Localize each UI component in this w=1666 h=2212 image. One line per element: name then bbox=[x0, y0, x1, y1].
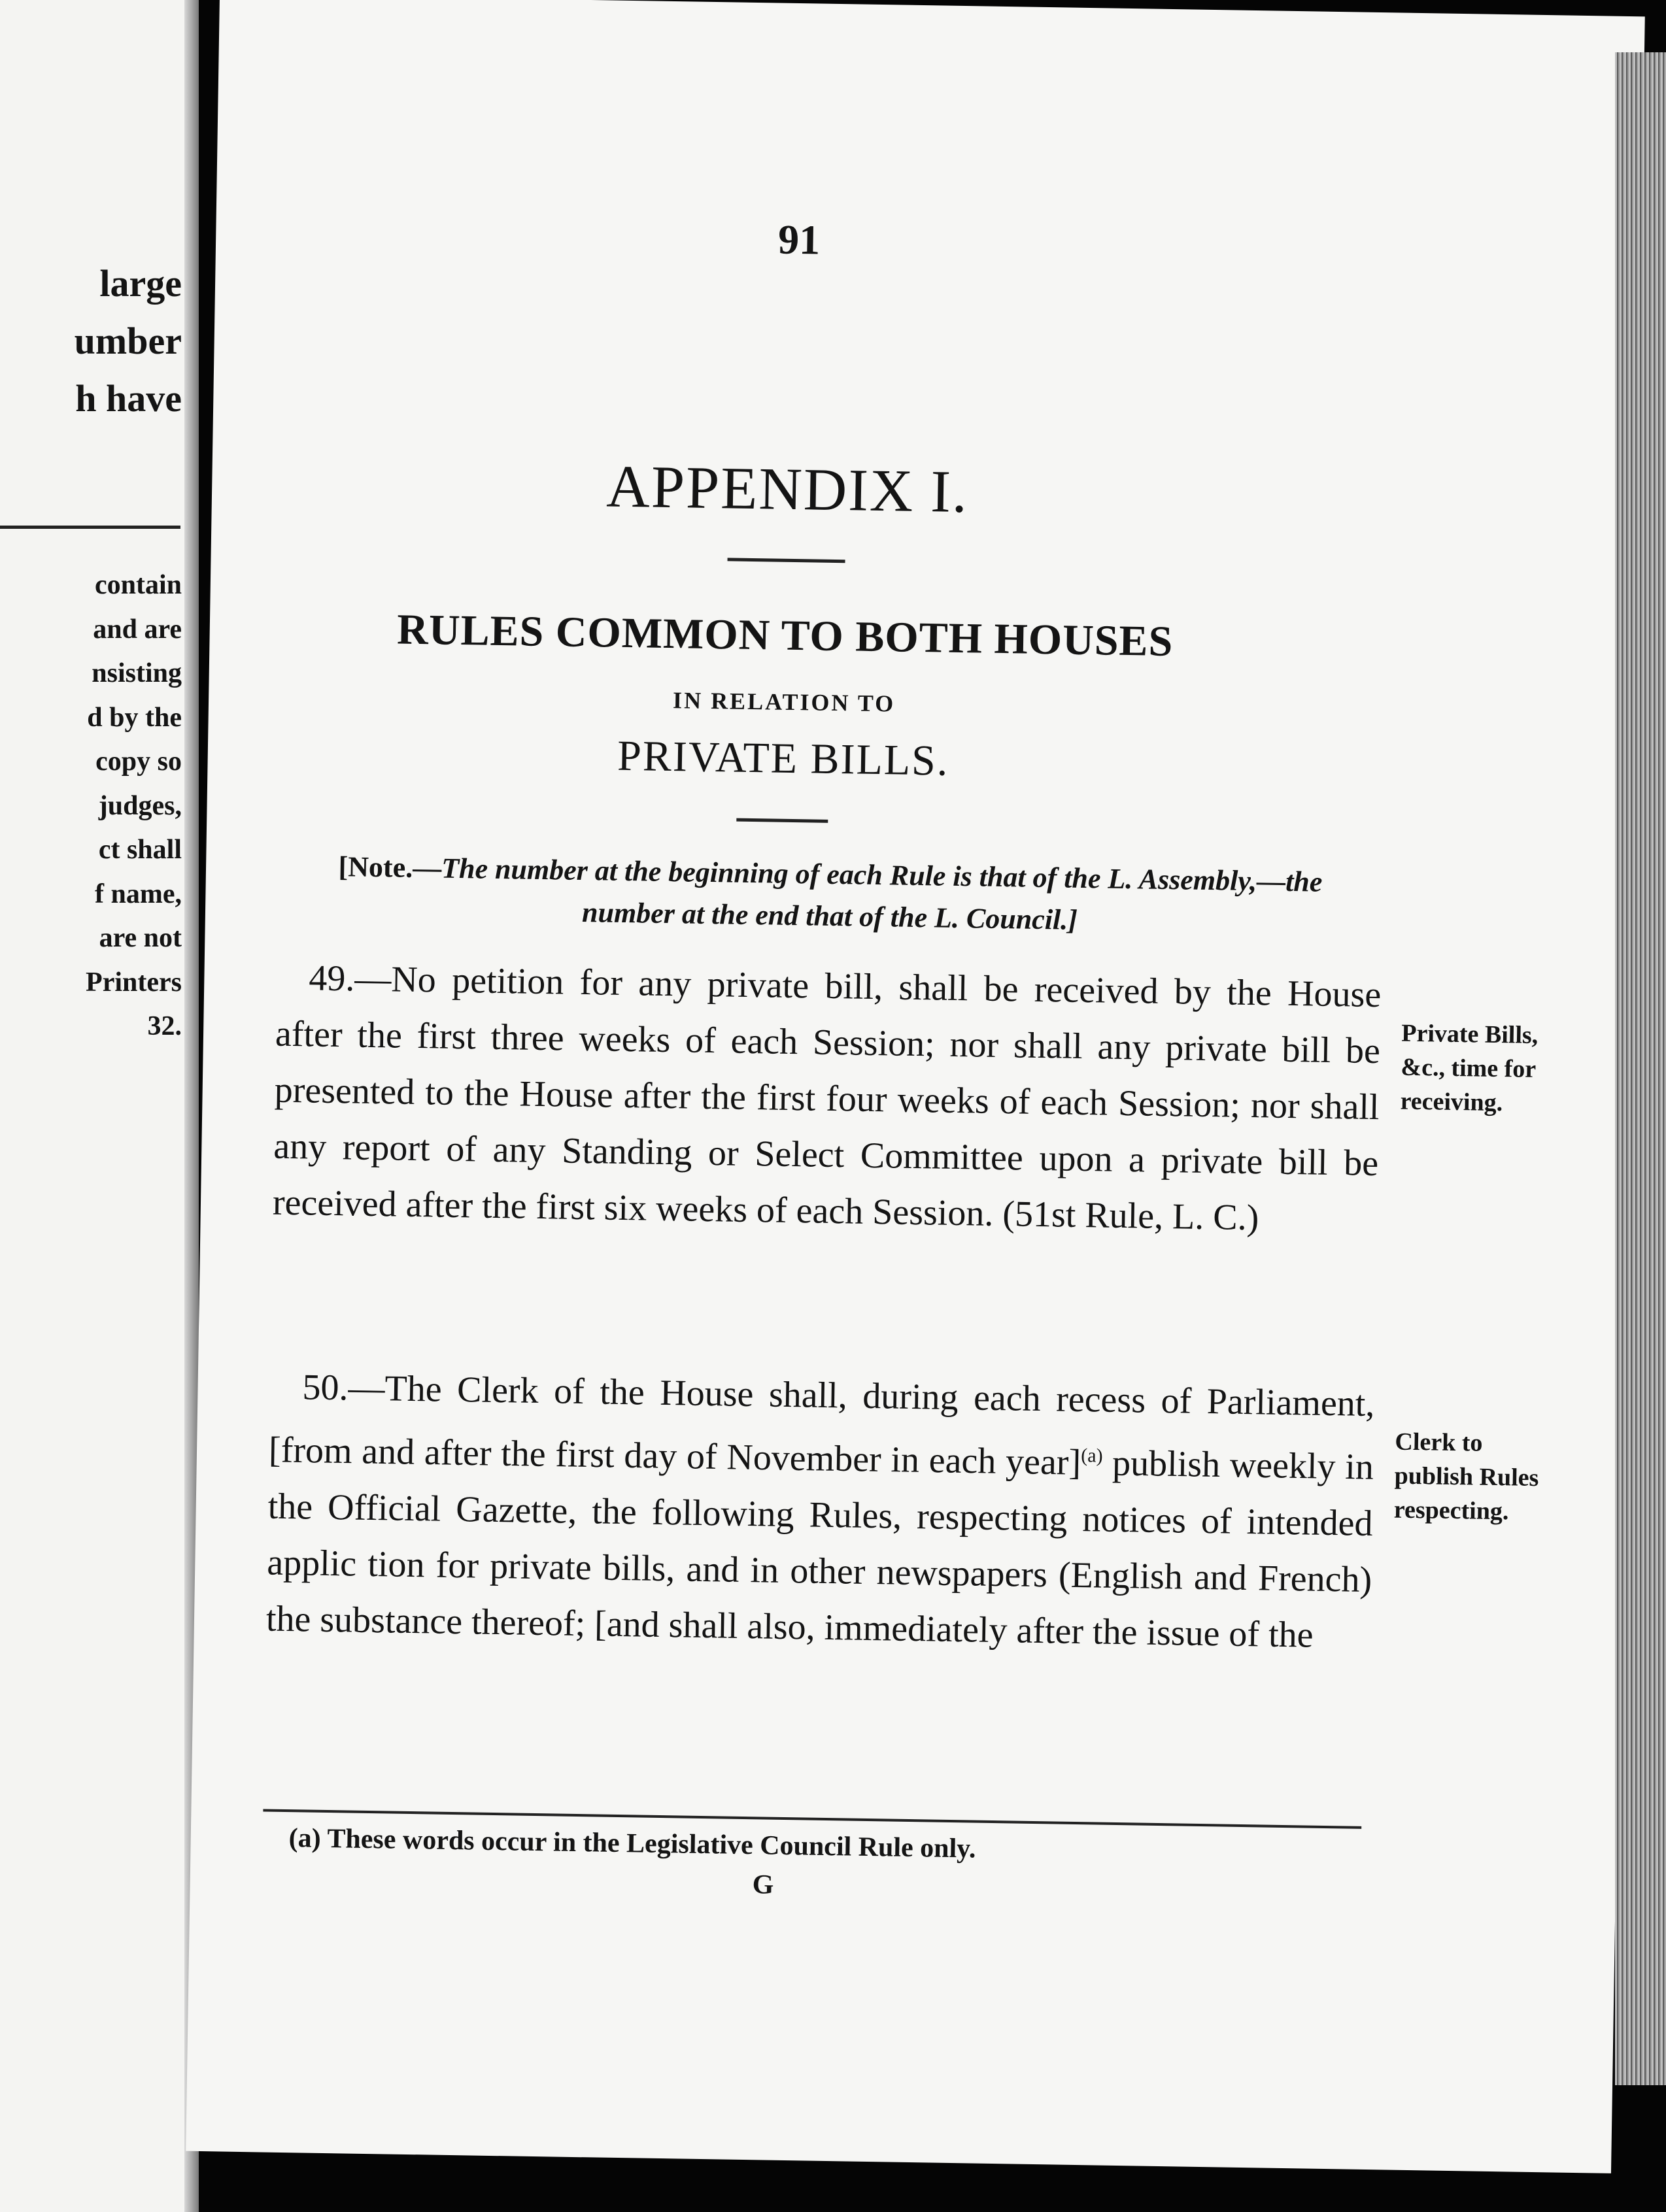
rule-number: 49.— bbox=[308, 958, 392, 1000]
left-line: judges, bbox=[98, 790, 182, 821]
left-line: d by the bbox=[87, 702, 182, 733]
note-label: [Note.— bbox=[338, 850, 442, 884]
rule-50-paragraph bbox=[265, 1359, 1375, 1664]
left-line: copy so bbox=[95, 746, 182, 777]
signature-mark: G bbox=[752, 1869, 774, 1900]
left-line: umber bbox=[74, 320, 182, 362]
left-line: f name, bbox=[95, 879, 182, 909]
left-line: are not bbox=[99, 923, 182, 953]
footnote-reference: (a) bbox=[1081, 1445, 1103, 1467]
section-subtitle-private-bills: PRIVATE BILLS. bbox=[617, 731, 949, 785]
section-subtitle: IN RELATION TO bbox=[672, 687, 896, 717]
section-title: RULES COMMON TO BOTH HOUSES bbox=[396, 605, 1174, 666]
left-line: and are bbox=[93, 614, 182, 645]
left-page-large-text bbox=[0, 255, 182, 427]
rule-49-side-note: Private Bills, &c., time for receiving. bbox=[1400, 1019, 1538, 1117]
rule-49-paragraph bbox=[272, 950, 1382, 1248]
left-line: contain bbox=[94, 570, 182, 600]
rule-text: The Clerk of the House shall, during each recess of Parliament, [from and after the first day of November in each year] bbox=[268, 1368, 1375, 1483]
editorial-note bbox=[316, 846, 1344, 946]
rule-text: publish weekly in the Official Gazette, the following Rules, respecting notices of intended applic tion for private bills, and in other newspapers (English and French) the substance thereof; [and shall also, immediately after the issue of the bbox=[265, 1443, 1374, 1656]
page-number: 91 bbox=[777, 216, 821, 263]
left-facing-page bbox=[0, 0, 196, 2212]
rule-number: 50.— bbox=[302, 1367, 386, 1409]
main-page bbox=[186, 0, 1645, 2173]
left-page-divider bbox=[0, 526, 180, 529]
left-line: nsisting bbox=[92, 658, 182, 688]
footnote: (a) These words occur in the Legislative Council Rule only. bbox=[288, 1823, 976, 1864]
appendix-title: APPENDIX I. bbox=[605, 452, 969, 526]
rule-text: No petition for any private bill, shall be received by the House after the first three weeks of each Session; nor shall any private bill be presented to the House after the first four weeks of each Session; nor shall any report of any Standing or Select Committee upon a private bill be received after the first six weeks of each Session. (51st Rule, L. C.) bbox=[272, 959, 1382, 1239]
title-divider bbox=[728, 558, 845, 563]
rule-50-side-note: Clerk to publish Rules respecting. bbox=[1393, 1428, 1539, 1526]
left-line: ct shall bbox=[98, 835, 182, 865]
note-text: The number at the beginning of each Rule is that of the L. Assembly,—the number at the end that of the L. Council.] bbox=[441, 852, 1323, 936]
left-line: large bbox=[99, 262, 182, 305]
left-line: h have bbox=[75, 377, 182, 420]
left-page-footnote-text bbox=[0, 563, 182, 1049]
section-divider bbox=[736, 818, 828, 823]
left-line: Printers bbox=[86, 967, 182, 997]
left-line: 32. bbox=[147, 1011, 182, 1041]
book-page-edges bbox=[1615, 52, 1666, 2085]
